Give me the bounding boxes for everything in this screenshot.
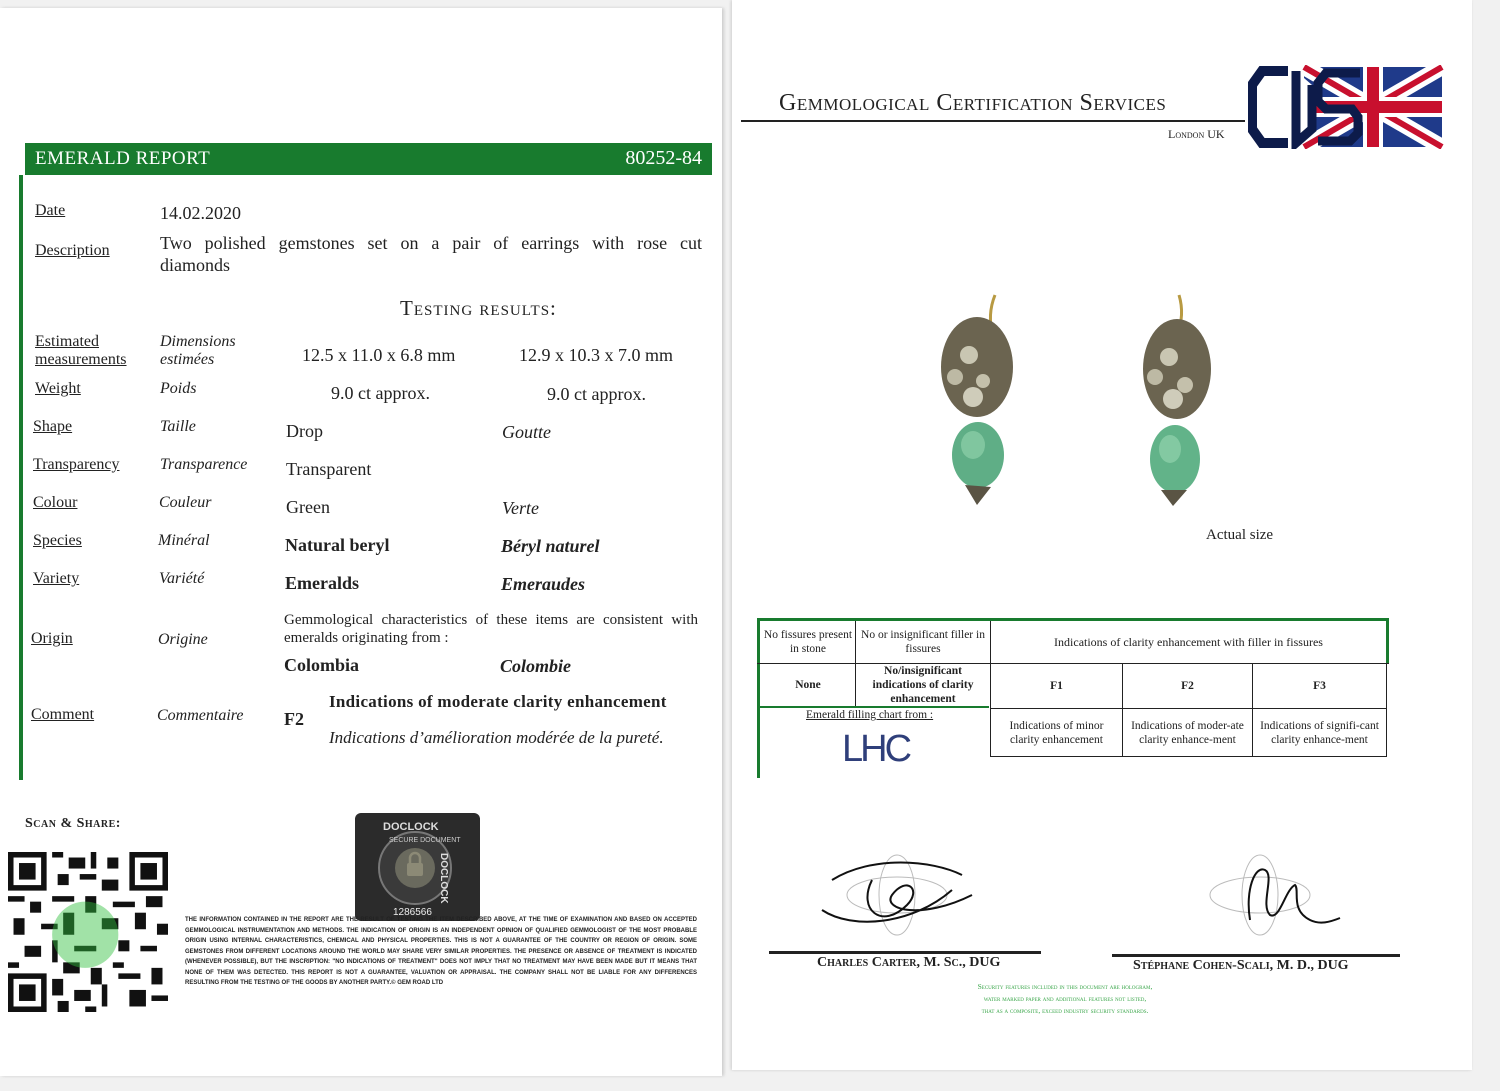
lab-name: Gemmological Certification Services <box>779 90 1167 116</box>
doclock-ring-text: SECURE DOCUMENT <box>389 837 461 844</box>
date-label: Date <box>35 202 66 219</box>
left-green-rule <box>19 175 23 780</box>
comment-en: Indications of moderate clarity enhancement <box>329 692 667 711</box>
clarity-f3-desc: Indications of signifi-cant clarity enhance-ment <box>1260 719 1379 746</box>
signature-cohen-scali <box>1190 850 1350 940</box>
report-number: 80252-84 <box>625 147 702 169</box>
description-label: Description <box>35 242 110 259</box>
lab-city: London UK <box>1168 127 1225 141</box>
report-header-band <box>25 143 712 175</box>
clarity-f1-desc: Indications of minor clarity enhancement <box>1009 719 1104 746</box>
photo-caption: Actual size <box>1206 527 1274 543</box>
clarity-header-no-filler: No or insignificant filler in fissures <box>861 629 985 655</box>
clarity-f3: F3 <box>1313 680 1326 692</box>
origin-value-1: Colombia <box>284 655 360 675</box>
origin-text-1: Gemmological characteristics of these items are consistent with <box>284 612 698 628</box>
origin-fr: Origine <box>158 631 208 648</box>
weight-value-2: 9.0 ct approx. <box>547 384 646 404</box>
testing-results-title: Testing results: <box>400 296 557 320</box>
security-line-3: that as a composite, exceed industry security standards. <box>981 1006 1149 1015</box>
variety-fr: Variété <box>159 570 205 587</box>
transparency-label: Transparency <box>33 456 120 473</box>
shape-fr: Taille <box>160 418 196 435</box>
signature-carter <box>812 850 982 940</box>
origin-text-2: emeralds originating from : <box>284 630 449 646</box>
clarity-header-no-fissures: No fissures present in stone <box>763 629 853 655</box>
clarity-header-filler: Indications of clarity enhancement with filler in fissures <box>1054 635 1323 649</box>
clarity-insignificant: No/insignificant indications of clarity enhancement <box>872 665 974 705</box>
measurements-fr-2: estimées <box>160 351 215 368</box>
origin-label: Origin <box>31 630 73 647</box>
date-value: 14.02.2020 <box>160 203 241 223</box>
gcs-logo <box>1248 65 1444 149</box>
variety-label: Variety <box>33 570 80 587</box>
weight-label: Weight <box>35 380 81 397</box>
shape-value-2: Goutte <box>502 422 551 442</box>
scan-share-label: Scan & Share: <box>25 816 121 831</box>
origin-value-2: Colombie <box>500 656 571 676</box>
doclock-side-text: DOCLOCK <box>438 853 449 904</box>
doclock-top-text: DOCLOCK <box>383 821 439 833</box>
security-line-2: water marked paper and additional features not listed, <box>983 994 1147 1003</box>
transparency-fr: Transparence <box>160 456 248 473</box>
species-value-1: Natural beryl <box>285 535 390 555</box>
report-title: EMERALD REPORT <box>35 148 211 169</box>
weight-value-1: 9.0 ct approx. <box>331 383 430 403</box>
measurements-label-1: Estimated <box>35 333 99 350</box>
clarity-f1: F1 <box>1050 680 1063 692</box>
qr-code[interactable] <box>8 852 168 1012</box>
signatory-right: Stéphane Cohen-Scali, M. D., DUG <box>1133 958 1349 973</box>
lhc-logo-text: LHC <box>842 728 910 770</box>
lab-title-rule <box>741 120 1245 122</box>
measurements-label-2: measurements <box>35 351 127 368</box>
signature-line-right <box>1112 954 1400 957</box>
clarity-f2-desc: Indications of moder-ate clarity enhance-ment <box>1131 719 1244 746</box>
filling-chart-source: Emerald filling chart from : <box>806 709 934 721</box>
doclock-hologram <box>355 813 480 921</box>
measurements-fr-1: Dimensions <box>160 333 236 350</box>
colour-label: Colour <box>33 494 78 511</box>
shape-value-1: Drop <box>286 421 323 441</box>
comment-fr-text: Indications d’amélioration modérée de la pureté. <box>329 728 664 747</box>
description-line2: diamonds <box>160 255 230 275</box>
description-line1: Two polished gemstones set on a pair of earrings with rose cut <box>160 233 702 253</box>
signature-line-left <box>769 951 1041 954</box>
comment-grade: F2 <box>284 709 304 729</box>
colour-value-1: Green <box>286 497 330 517</box>
clarity-none: None <box>795 679 821 691</box>
measurements-value-2: 12.9 x 10.3 x 7.0 mm <box>519 345 674 365</box>
clarity-f2: F2 <box>1181 680 1194 692</box>
species-label: Species <box>33 532 82 549</box>
variety-value-1: Emeralds <box>285 573 359 593</box>
species-value-2: Béryl naturel <box>501 536 600 556</box>
security-note <box>930 981 1200 1017</box>
lhc-logo <box>838 726 912 776</box>
comment-fr: Commentaire <box>157 707 244 724</box>
transparency-value: Transparent <box>286 459 372 479</box>
union-flag-icon <box>1248 65 1444 149</box>
colour-fr: Couleur <box>159 494 212 511</box>
species-fr: Minéral <box>158 532 210 549</box>
variety-value-2: Emeraudes <box>501 574 586 594</box>
measurements-value-1: 12.5 x 11.0 x 6.8 mm <box>302 345 456 365</box>
signatory-left: Charles Carter, M. Sc., DUG <box>817 955 1001 970</box>
disclaimer-text: THE INFORMATION CONTAINED IN THE REPORT ARE THE RESULT OF TESTING THE ITEM DESCRIBED ABOVE, AT THE TIME OF EXAMINATION AND BASED ON ACCEPTED GEMMOLOGICAL INSTRUMENTATION AND METHODS. THE INDICATION OF ORIGIN IS AN INDEPENDENT OPINION OF QUALIFIED GEMMOLOGIST OF THE MOST PROBABLE ORIGIN USING INTERNAL CHARACTERISTICS, CHEMICAL AND PHYSICAL PROPERTIES. THIS IS NOT A GUARANTEE OF THE COUNTRY OR REGION OF ORIGIN. SOME GEMSTONES FROM DIFFERENT LOCATIONS AROUND THE WORLD MAY SHARE VERY SIMILAR PROPERTIES. THE PRESENCE OR ABSENCE OF TREATMENT IS INDICATED (WHENEVER POSSIBLE), BUT THE INSCRIPTION: "NO INDICATIONS OF TREATMENT" DOES NOT IMPLY THAT NO TREATMENT MAY HAVE BEEN MADE BUT IT MEANS THAT NONE OF THEM WAS DETECTED. THIS REPORT IS NOT A GUARANTEE, VALUATION OR APPRAISAL. THE COMPANY SHALL NOT BE LIABLE FOR ANY DIFFERENCES RESULTING FROM THE TESTING OF THE GOODS BY ANOTHER PARTY.© GEM ROAD LTD <box>185 917 697 986</box>
colour-value-2: Verte <box>502 498 539 518</box>
earrings-photo <box>915 285 1255 515</box>
weight-fr: Poids <box>160 380 197 397</box>
security-line-1: Security features included in this document are hologram, <box>977 982 1153 991</box>
doclock-number: 1286566 <box>393 907 432 918</box>
shape-label: Shape <box>33 418 73 435</box>
comment-label: Comment <box>31 706 95 723</box>
